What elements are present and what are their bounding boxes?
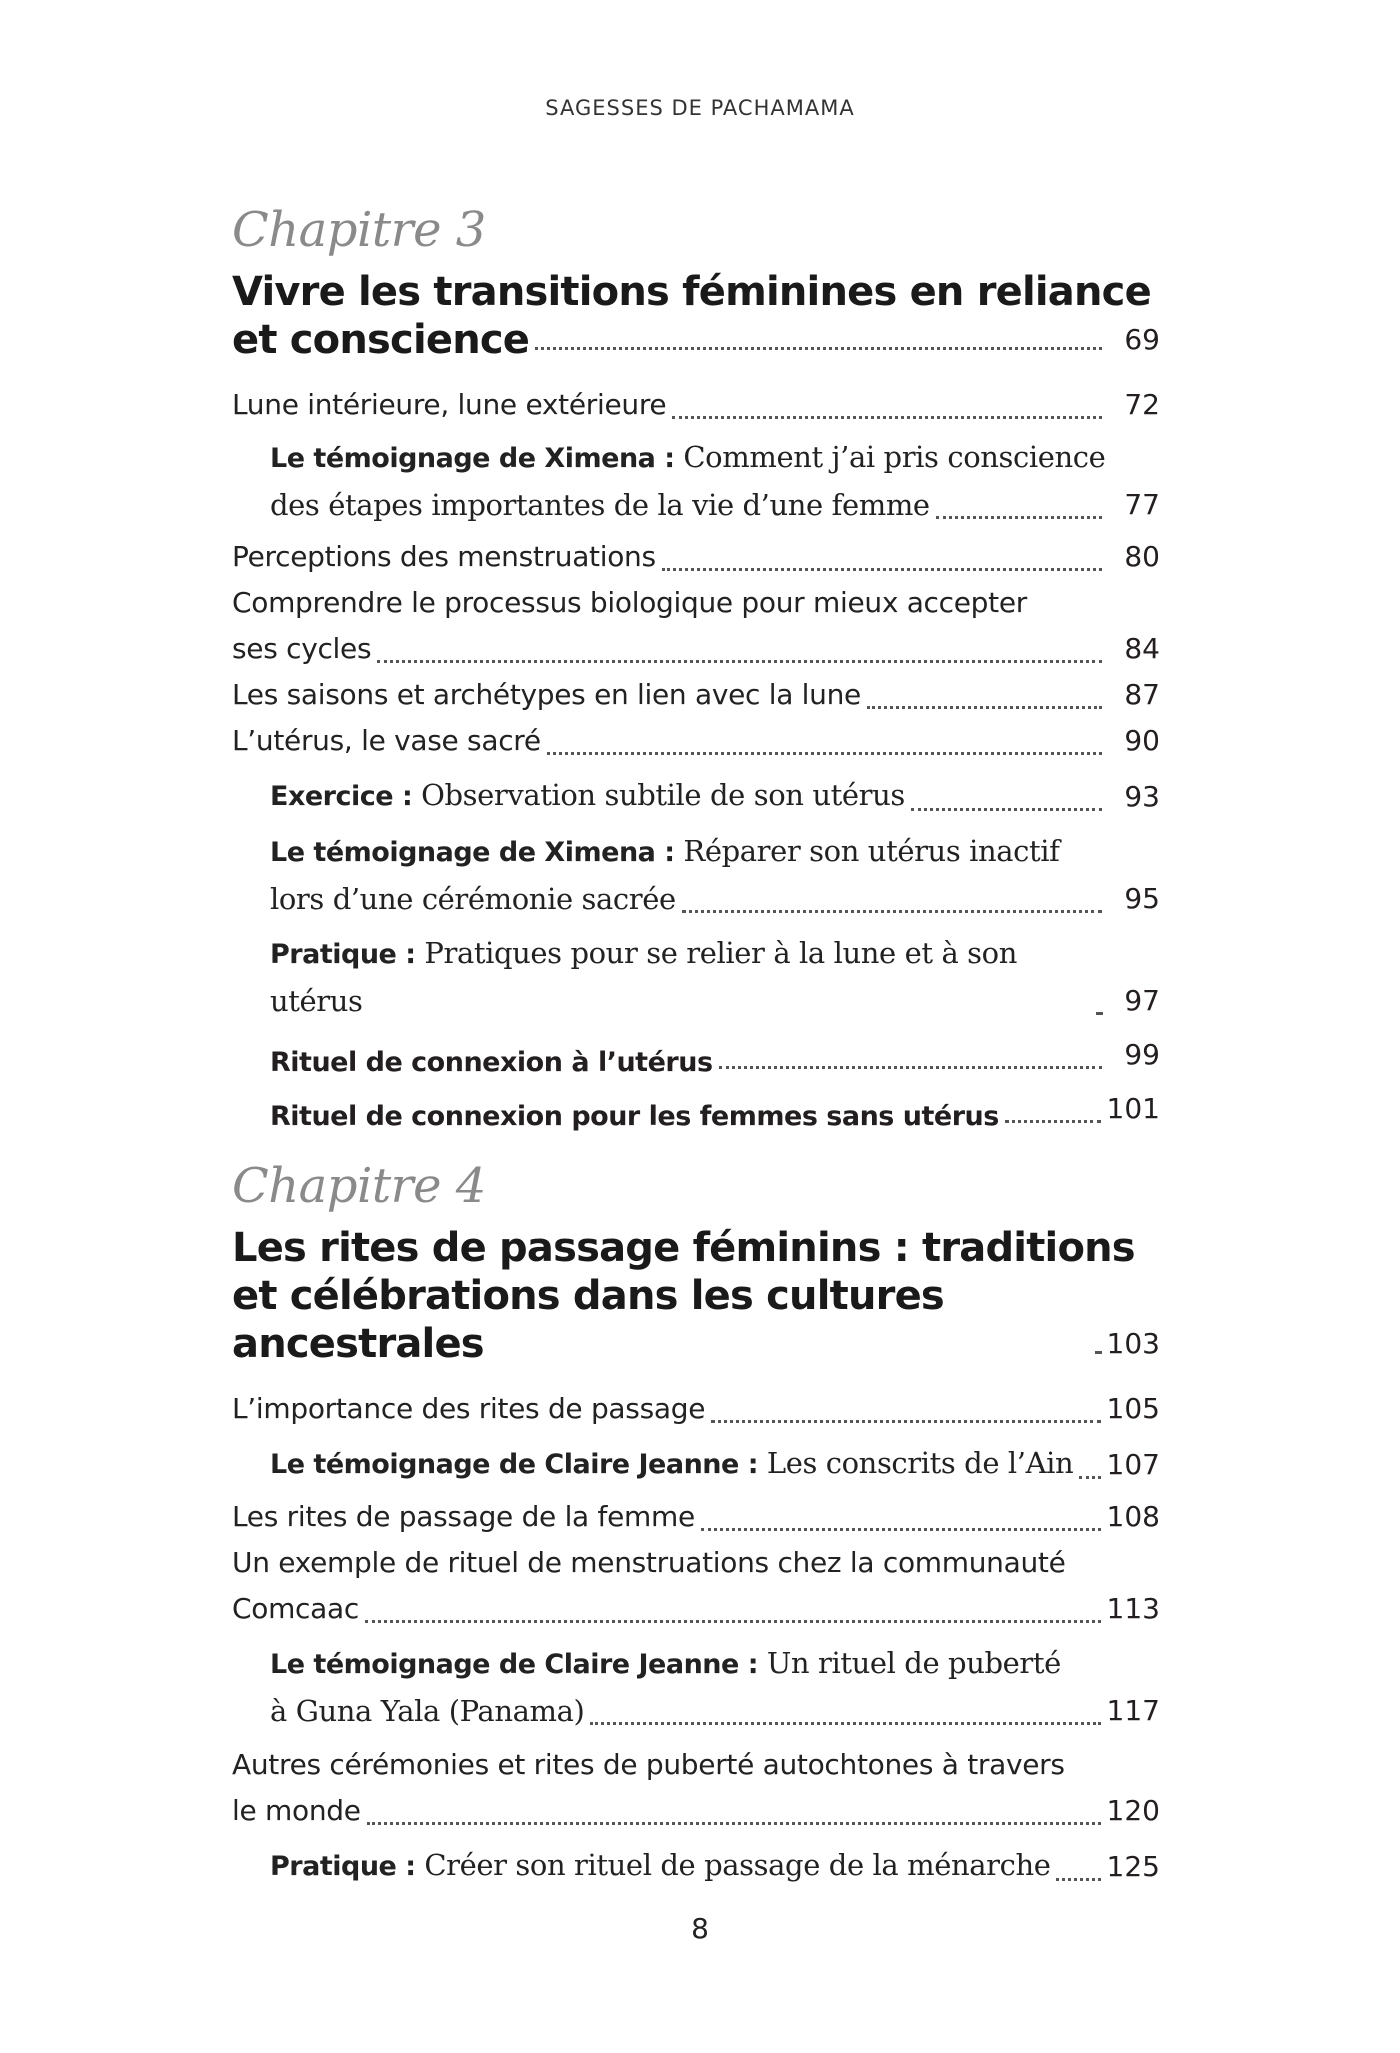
dot-leader bbox=[682, 910, 1102, 913]
toc-subentry[interactable] bbox=[232, 434, 1160, 528]
dot-leader bbox=[1005, 1120, 1101, 1123]
dot-leader bbox=[1095, 1351, 1101, 1354]
toc-entry[interactable] bbox=[232, 718, 1160, 764]
page-number: 72 bbox=[1124, 388, 1160, 421]
page-number: 93 bbox=[1124, 780, 1160, 813]
page-number: 101 bbox=[1106, 1092, 1160, 1125]
dot-leader bbox=[1096, 1012, 1102, 1015]
dot-leader bbox=[662, 568, 1102, 571]
entry-title bbox=[270, 772, 905, 820]
toc-subentry[interactable] bbox=[232, 930, 1160, 1024]
toc-entry[interactable] bbox=[232, 1742, 1160, 1834]
entry-title: le monde bbox=[232, 1794, 361, 1827]
entry-lead: Le témoignage de Ximena : bbox=[270, 837, 675, 868]
entry-title: Comcaac bbox=[232, 1592, 359, 1625]
entry-title: ses cycles bbox=[232, 632, 372, 665]
chapter-label: Chapitre 3 bbox=[232, 202, 486, 258]
entry-title: L’importance des rites de passage bbox=[232, 1392, 706, 1425]
toc-subentry[interactable] bbox=[232, 1842, 1160, 1890]
entry-text: Pratiques pour se relier à la lune et à son utérus bbox=[270, 936, 1017, 1018]
chapter-title-line: et célébrations dans les cultures ancestrales bbox=[232, 1273, 944, 1367]
dot-leader bbox=[1056, 1878, 1100, 1881]
entry-text: lors d’une cérémonie sacrée bbox=[270, 882, 676, 916]
chapter-title-line: Les rites de passage féminins : traditions bbox=[232, 1225, 1135, 1271]
entry-text: Réparer son utérus inactif bbox=[674, 834, 1060, 868]
toc-entry[interactable] bbox=[232, 1540, 1160, 1632]
entry-text: Un rituel de puberté bbox=[758, 1646, 1061, 1680]
entry-title bbox=[270, 828, 1160, 876]
entry-text: à Guna Yala (Panama) bbox=[270, 1694, 585, 1728]
entry-text: des étapes importantes de la vie d’une femme bbox=[270, 488, 930, 522]
toc-subentry[interactable] bbox=[232, 1086, 1160, 1132]
entry-lead: Le témoignage de Claire Jeanne : bbox=[270, 1449, 759, 1480]
dot-leader bbox=[672, 416, 1102, 419]
toc-entry[interactable] bbox=[232, 580, 1160, 672]
entry-title: Les rites de passage de la femme bbox=[232, 1500, 695, 1533]
chapter-4 bbox=[232, 1158, 1160, 1890]
entry-title: Perceptions des menstruations bbox=[232, 540, 656, 573]
dot-leader bbox=[590, 1722, 1100, 1725]
page-number: 105 bbox=[1106, 1392, 1160, 1425]
dot-leader bbox=[719, 1066, 1102, 1069]
chapter-title-line: et conscience bbox=[232, 317, 530, 363]
page-number: 95 bbox=[1124, 882, 1160, 915]
entry-lead: Exercice : bbox=[270, 781, 413, 812]
dot-leader bbox=[367, 1822, 1101, 1825]
toc-entry[interactable] bbox=[232, 1386, 1160, 1432]
page-number: 107 bbox=[1106, 1448, 1160, 1481]
chapter-label: Chapitre 4 bbox=[232, 1158, 486, 1214]
toc-subentry[interactable] bbox=[232, 772, 1160, 820]
entry-title: Autres cérémonies et rites de puberté autochtones à travers bbox=[232, 1748, 1065, 1781]
entry-title: Rituel de connexion à l’utérus bbox=[270, 1047, 713, 1078]
page-number: 108 bbox=[1106, 1500, 1160, 1533]
entry-title bbox=[270, 930, 1090, 1024]
toc-entry[interactable] bbox=[232, 382, 1160, 428]
page-number: 113 bbox=[1106, 1592, 1160, 1625]
entry-text: Créer son rituel de passage de la ménarche bbox=[415, 1848, 1051, 1882]
page-number: 120 bbox=[1106, 1794, 1160, 1827]
entry-text: Les conscrits de l’Ain bbox=[758, 1446, 1074, 1480]
page-number: 69 bbox=[1124, 323, 1160, 356]
entry-title: Les saisons et archétypes en lien avec la lune bbox=[232, 678, 861, 711]
chapter-title-row[interactable] bbox=[232, 1272, 1160, 1368]
entry-text: Observation subtile de son utérus bbox=[412, 778, 905, 812]
entry-title: Lune intérieure, lune extérieure bbox=[232, 388, 667, 421]
entry-lead: Pratique : bbox=[270, 939, 416, 970]
page-number: 97 bbox=[1124, 984, 1160, 1017]
toc-subentry[interactable] bbox=[232, 1640, 1160, 1734]
dot-leader bbox=[711, 1420, 1100, 1423]
dot-leader bbox=[547, 752, 1102, 755]
dot-leader bbox=[867, 706, 1102, 709]
page-number: 80 bbox=[1124, 540, 1160, 573]
page-folio: 8 bbox=[691, 1912, 709, 1945]
page-number: 99 bbox=[1124, 1038, 1160, 1071]
entry-lead: Le témoignage de Claire Jeanne : bbox=[270, 1649, 759, 1680]
entry-title: Rituel de connexion pour les femmes sans utérus bbox=[270, 1101, 999, 1132]
entry-title: Un exemple de rituel de menstruations chez la communauté bbox=[232, 1546, 1066, 1579]
entry-lead: Pratique : bbox=[270, 1851, 416, 1882]
chapter-3 bbox=[232, 202, 1160, 1132]
dot-leader bbox=[535, 347, 1102, 350]
entry-title: Comprendre le processus biologique pour mieux accepter bbox=[232, 586, 1027, 619]
chapter-title-row[interactable] bbox=[232, 316, 1160, 364]
page-number: 125 bbox=[1106, 1850, 1160, 1883]
page-number: 90 bbox=[1124, 724, 1160, 757]
chapter-title-line: Vivre les transitions féminines en reliance bbox=[232, 269, 1151, 315]
dot-leader bbox=[365, 1620, 1101, 1623]
toc-entry[interactable] bbox=[232, 1494, 1160, 1540]
toc-subentry[interactable] bbox=[232, 1032, 1160, 1078]
page-number: 87 bbox=[1124, 678, 1160, 711]
entry-title bbox=[270, 1440, 1073, 1488]
dot-leader bbox=[936, 516, 1102, 519]
page-number: 117 bbox=[1106, 1694, 1160, 1727]
entry-lead: Le témoignage de Ximena : bbox=[270, 443, 675, 474]
toc-entry[interactable] bbox=[232, 534, 1160, 580]
entry-title bbox=[270, 1842, 1050, 1890]
dot-leader bbox=[377, 660, 1102, 663]
dot-leader bbox=[911, 808, 1102, 811]
dot-leader bbox=[701, 1528, 1101, 1531]
page-number: 103 bbox=[1106, 1327, 1160, 1360]
toc-entry[interactable] bbox=[232, 672, 1160, 718]
toc-subentry[interactable] bbox=[232, 828, 1160, 922]
toc-subentry[interactable] bbox=[232, 1440, 1160, 1488]
dot-leader bbox=[1079, 1476, 1100, 1479]
entry-title bbox=[270, 434, 1160, 482]
entry-text: Comment j’ai pris conscience bbox=[674, 440, 1106, 474]
running-head: SAGESSES DE PACHAMAMA bbox=[545, 96, 855, 120]
entry-title bbox=[270, 1640, 1160, 1688]
page-number: 77 bbox=[1124, 488, 1160, 521]
page-number: 84 bbox=[1124, 632, 1160, 665]
entry-title: L’utérus, le vase sacré bbox=[232, 724, 541, 757]
